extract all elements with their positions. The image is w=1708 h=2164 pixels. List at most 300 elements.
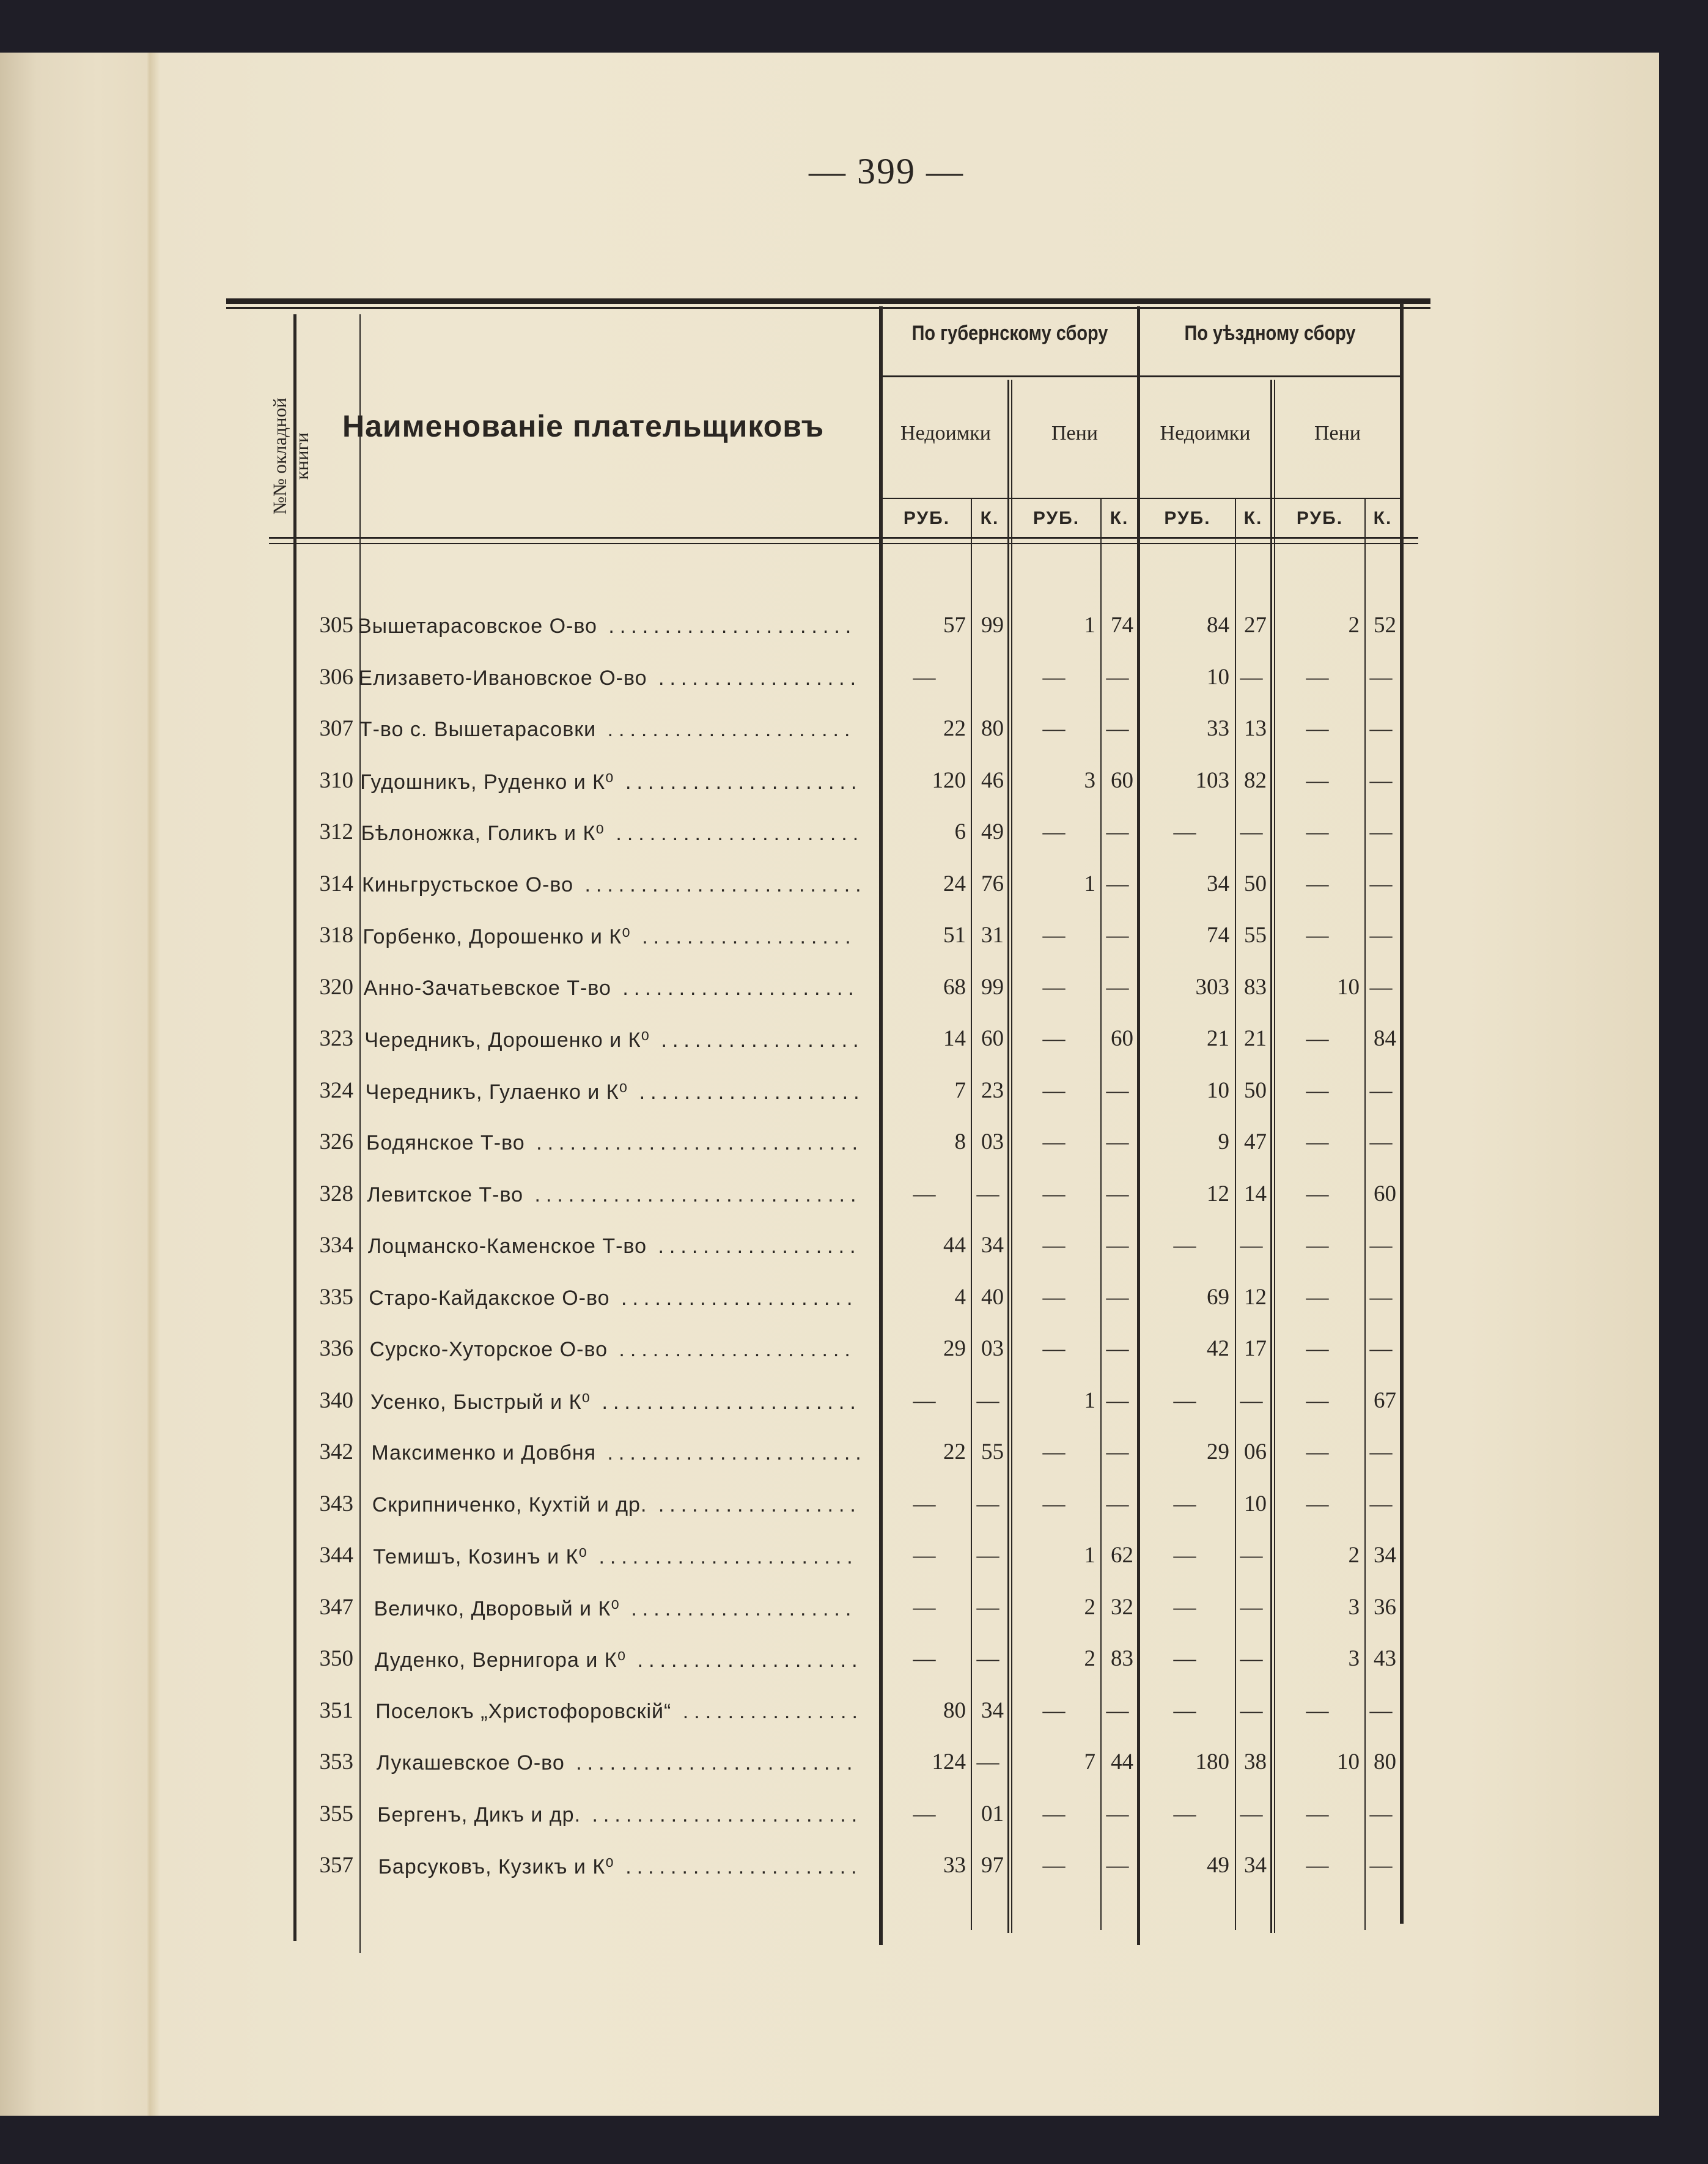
amount-cell: 7 [1084, 1749, 1095, 1774]
amount-cell: — [1306, 1491, 1329, 1516]
amount-cell: 57 [943, 613, 966, 638]
amount-cell: 36 [1374, 1594, 1396, 1620]
amount-cell: — [1106, 664, 1129, 690]
amount-cell: — [1173, 1646, 1196, 1671]
amount-cell: — [1106, 1801, 1129, 1826]
leader-dots: ..................... [611, 976, 860, 1000]
amount-cell: — [1369, 1491, 1393, 1516]
amount-cell: — [1306, 1801, 1329, 1826]
amount-cell: 10 [1337, 1749, 1360, 1774]
table-row [257, 1232, 1418, 1284]
amount-cell: — [1369, 923, 1393, 948]
table-row [257, 974, 1418, 1026]
row-number: 307 [319, 716, 353, 741]
amount-cell: 10 [1337, 974, 1360, 1000]
payer-name [377, 1803, 863, 1827]
payer-name-text: Сурско-Хуторское О-во [369, 1338, 608, 1361]
payer-name [372, 1493, 861, 1517]
amount-cell: — [913, 1801, 936, 1826]
amount-cell: — [1042, 974, 1066, 1000]
payer-name-text: Старо-Кайдакское О-во [369, 1286, 610, 1310]
amount-cell: 303 [1195, 974, 1229, 1000]
row-number: 320 [319, 974, 353, 1000]
row-number: 326 [319, 1129, 353, 1154]
row-number: 323 [319, 1026, 353, 1051]
amount-cell: 29 [943, 1336, 966, 1361]
amount-cell: 50 [1244, 871, 1267, 896]
amount-cell: — [1106, 819, 1129, 844]
amount-cell: 43 [1374, 1646, 1396, 1671]
amount-cell: 01 [981, 1801, 1004, 1826]
amount-cell: — [1306, 1387, 1329, 1413]
amount-cell: 38 [1244, 1749, 1267, 1774]
amount-cell: — [1106, 1697, 1129, 1723]
amount-cell: 03 [981, 1336, 1004, 1361]
amount-cell: 8 [954, 1129, 966, 1154]
amount-cell: — [1042, 1181, 1066, 1206]
leader-dots: ..................... [614, 770, 863, 794]
amount-cell: — [1306, 1129, 1329, 1154]
uezd-peni-kop-header: К. [1373, 508, 1393, 528]
payer-name [360, 770, 862, 794]
amount-cell: 99 [981, 613, 1004, 638]
amount-cell: — [1240, 819, 1263, 844]
amount-cell: 55 [981, 1439, 1004, 1464]
amount-cell: 27 [1244, 613, 1267, 638]
header-rule [269, 537, 1418, 539]
payer-name-text: Гудошникъ, Руденко и К⁰ [360, 770, 614, 794]
payer-name [377, 1751, 858, 1775]
amount-cell: 34 [1244, 1853, 1267, 1878]
amount-cell: 42 [1207, 1336, 1229, 1361]
amount-cell: — [1173, 1491, 1196, 1516]
amount-cell: 51 [943, 923, 966, 948]
amount-cell: — [1369, 1853, 1393, 1878]
amount-cell: — [913, 1491, 936, 1516]
table-row [257, 1542, 1418, 1594]
amount-cell: — [1369, 767, 1393, 793]
leader-dots: ......................... [573, 873, 867, 896]
payer-name [373, 1545, 858, 1569]
amount-cell: — [913, 1387, 936, 1413]
amount-cell: 84 [1374, 1026, 1396, 1051]
amount-cell: 40 [981, 1284, 1004, 1310]
amount-cell: 52 [1374, 613, 1396, 638]
amount-cell: — [1042, 1491, 1066, 1516]
payer-name [374, 1597, 857, 1621]
amount-cell: — [1042, 1284, 1066, 1310]
payer-name-text: Величко, Дворовый и К⁰ [374, 1597, 620, 1620]
amount-cell: — [1369, 819, 1393, 844]
amount-cell: — [1240, 1233, 1263, 1258]
top-rule [226, 298, 1430, 304]
amount-cell: — [1173, 1233, 1196, 1258]
amount-cell: 13 [1244, 716, 1267, 741]
row-number: 334 [319, 1233, 353, 1258]
amount-cell: — [1042, 1336, 1066, 1361]
amount-cell: 3 [1348, 1594, 1360, 1620]
payer-name-text: Горбенко, Дорошенко и К⁰ [363, 925, 631, 948]
amount-cell: 49 [1207, 1853, 1229, 1878]
amount-cell: — [1306, 716, 1329, 741]
row-number: 342 [319, 1439, 353, 1464]
amount-cell: — [1369, 1439, 1393, 1464]
amount-cell: — [1306, 1077, 1329, 1103]
amount-cell: 99 [981, 974, 1004, 1000]
amount-cell: 82 [1244, 767, 1267, 793]
payer-name [375, 1648, 863, 1672]
leader-dots: ...................... [596, 718, 856, 741]
amount-cell: 84 [1207, 613, 1229, 638]
amount-cell: 31 [981, 923, 1004, 948]
amount-cell: 76 [981, 871, 1004, 896]
amount-cell: — [1042, 1801, 1066, 1826]
payer-name-text: Чередникъ, Дорошенко и К⁰ [364, 1028, 650, 1052]
leader-dots: ............................. [523, 1183, 862, 1206]
payer-name-text: Лоцманско-Каменское Т-во [367, 1235, 647, 1258]
amount-cell: — [1173, 1594, 1196, 1620]
amount-cell: — [1306, 871, 1329, 896]
gub-nedoimki-header: Недоимки [900, 422, 991, 445]
amount-cell: — [913, 1594, 936, 1620]
payer-name [369, 1287, 858, 1310]
table-row [257, 1439, 1418, 1491]
table-row [257, 1645, 1418, 1697]
amount-cell: — [1369, 1336, 1393, 1361]
leader-dots: ....................... [587, 1545, 858, 1568]
amount-cell: — [1042, 1233, 1066, 1258]
amount-cell: 80 [943, 1697, 966, 1723]
amount-cell: 124 [932, 1749, 966, 1774]
leader-dots: ........................ [581, 1803, 863, 1826]
amount-cell: 83 [1111, 1646, 1133, 1671]
leader-dots: .................. [647, 1493, 861, 1516]
amount-cell: — [1106, 1181, 1129, 1206]
payer-name [371, 1441, 866, 1465]
amount-cell: 1 [1084, 1387, 1095, 1413]
amount-cell: 10 [1244, 1491, 1267, 1516]
ledger-table [257, 230, 1449, 1942]
amount-cell: 2 [1084, 1646, 1095, 1671]
amount-cell: — [1306, 664, 1329, 690]
amount-cell: — [1306, 923, 1329, 948]
amount-cell: — [1240, 1801, 1263, 1826]
row-number: 336 [319, 1336, 353, 1361]
amount-cell: — [1369, 1284, 1393, 1310]
amount-cell: 06 [1244, 1439, 1267, 1464]
payer-name-text: Поселокъ „Христофоровскій“ [375, 1699, 672, 1723]
payer-name-text: Дуденко, Вернигора и К⁰ [375, 1649, 627, 1672]
table-row [257, 1284, 1418, 1336]
amount-cell: 69 [1207, 1284, 1229, 1310]
amount-cell: 60 [1111, 767, 1133, 793]
amount-cell: 49 [981, 819, 1004, 844]
amount-cell: — [1369, 871, 1393, 896]
table-row [257, 1801, 1418, 1853]
uezd-ned-rub-header: РУБ. [1164, 508, 1211, 528]
amount-cell: 2 [1084, 1594, 1095, 1620]
leader-dots: .................. [647, 666, 862, 690]
uezd-nedoimki-header: Недоимки [1160, 422, 1251, 445]
leader-dots: ..................... [609, 1286, 858, 1310]
amount-cell: 17 [1244, 1336, 1267, 1361]
amount-cell: — [1106, 1077, 1129, 1103]
amount-cell: 03 [981, 1129, 1004, 1154]
row-number: 347 [319, 1594, 353, 1620]
amount-cell: — [1173, 1801, 1196, 1826]
gub-peni-kop-header: К. [1110, 508, 1129, 528]
amount-cell: — [1042, 1853, 1066, 1878]
table-row [257, 922, 1418, 974]
amount-cell: — [1369, 1077, 1393, 1103]
row-number: 343 [319, 1491, 353, 1516]
amount-cell: — [1106, 716, 1129, 741]
amount-cell: — [1306, 1026, 1329, 1051]
table-row [257, 664, 1418, 716]
amount-cell: 83 [1244, 974, 1267, 1000]
amount-cell: — [1369, 1801, 1393, 1826]
row-number: 305 [319, 613, 353, 638]
amount-cell: 34 [981, 1233, 1004, 1258]
gub-group-rule [880, 375, 1143, 377]
row-number: 318 [319, 923, 353, 948]
book-page [0, 53, 1659, 2116]
amount-cell: — [1106, 1233, 1129, 1258]
amount-cell: 46 [981, 767, 1004, 793]
payer-name-text: Бергенъ, Дикъ и др. [377, 1803, 581, 1826]
leader-dots: ......................... [564, 1751, 858, 1774]
page-number: — 399 — [809, 151, 964, 191]
payer-name-text: Чередникъ, Гулаенко и К⁰ [365, 1080, 628, 1104]
leader-dots: ...................... [604, 822, 864, 845]
table-row [257, 1852, 1418, 1904]
leader-dots: .................... [626, 1649, 863, 1672]
unit-rule [880, 498, 1400, 499]
amount-cell: 33 [943, 1853, 966, 1878]
table-row [257, 1129, 1418, 1181]
amount-cell: — [1173, 1543, 1196, 1568]
amount-cell: — [1042, 1697, 1066, 1723]
amount-cell: 97 [981, 1853, 1004, 1878]
amount-cell: — [1042, 819, 1066, 844]
row-number: 357 [319, 1853, 353, 1878]
amount-cell: 21 [1207, 1026, 1229, 1051]
payer-name [358, 615, 856, 638]
amount-cell: 23 [981, 1077, 1004, 1103]
top-rule-thin [226, 307, 1430, 309]
amount-cell: 12 [1244, 1284, 1267, 1310]
payer-name-text: Барсуковъ, Кузикъ и К⁰ [378, 1855, 614, 1878]
amount-cell: — [1042, 1439, 1066, 1464]
gub-ned-rub-header: РУБ. [903, 508, 951, 528]
amount-cell: — [976, 1749, 999, 1774]
payer-name-text: Т-во с. Вышетарасовки [359, 718, 597, 741]
row-number: 324 [319, 1077, 353, 1103]
amount-cell: — [1106, 974, 1129, 1000]
payer-name-text: Левитское Т-во [367, 1183, 524, 1206]
amount-cell: — [1240, 1646, 1263, 1671]
uezd-peni-rub-header: РУБ. [1296, 508, 1344, 528]
table-row [257, 1491, 1418, 1543]
amount-cell: 67 [1374, 1387, 1396, 1413]
amount-cell: 60 [1111, 1026, 1133, 1051]
leader-dots: .................. [647, 1235, 861, 1258]
amount-cell: — [1106, 923, 1129, 948]
payer-name-text: Бодянское Т-во [366, 1131, 525, 1154]
amount-cell: — [1306, 1439, 1329, 1464]
table-row [257, 1387, 1418, 1439]
amount-cell: 1 [1084, 1543, 1095, 1568]
amount-cell: 12 [1207, 1181, 1229, 1206]
amount-cell: — [1106, 1439, 1129, 1464]
amount-cell: 14 [1244, 1181, 1267, 1206]
amount-cell: — [1306, 1853, 1329, 1878]
amount-cell: — [913, 1543, 936, 1568]
amount-cell: 24 [943, 871, 966, 896]
leader-dots: .................... [628, 1080, 865, 1104]
amount-cell: 22 [943, 716, 966, 741]
amount-cell: — [1042, 1129, 1066, 1154]
amount-cell: — [1106, 871, 1129, 896]
leader-dots: ................ [671, 1699, 863, 1723]
table-row [257, 1697, 1418, 1749]
payer-name [364, 1028, 864, 1052]
amount-cell: 60 [1374, 1181, 1396, 1206]
amount-cell: 47 [1244, 1129, 1267, 1154]
amount-cell: 68 [943, 974, 966, 1000]
amount-cell: — [1369, 664, 1393, 690]
row-number: 353 [319, 1749, 353, 1774]
row-number: 340 [319, 1387, 353, 1413]
amount-cell: — [913, 664, 936, 690]
amount-cell: 62 [1111, 1543, 1133, 1568]
amount-cell: 33 [1207, 716, 1229, 741]
gub-peni-header: Пени [1051, 422, 1099, 445]
row-number: 335 [319, 1284, 353, 1310]
table-row [257, 819, 1418, 871]
row-number: 355 [319, 1801, 353, 1826]
amount-cell: 10 [1207, 1077, 1229, 1103]
amount-cell: 80 [1374, 1749, 1396, 1774]
table-row [257, 1077, 1418, 1129]
row-number: 310 [319, 767, 353, 793]
row-number: 328 [319, 1181, 353, 1206]
amount-cell: — [976, 1646, 999, 1671]
amount-cell: 4 [954, 1284, 966, 1310]
amount-cell: — [1240, 1697, 1263, 1723]
amount-cell: 34 [1374, 1543, 1396, 1568]
amount-cell: — [1106, 1129, 1129, 1154]
row-number: 306 [319, 664, 353, 690]
leader-dots: ...................... [597, 615, 857, 638]
uezd-group-rule [1143, 375, 1400, 377]
payer-name [375, 1700, 863, 1724]
row-number: 350 [319, 1646, 353, 1671]
payer-name [370, 1338, 856, 1362]
amount-cell: — [976, 1387, 999, 1413]
amount-cell: 3 [1084, 767, 1095, 793]
amount-cell: 10 [1207, 664, 1229, 690]
amount-cell: — [1042, 1026, 1066, 1051]
table-row [257, 1594, 1418, 1646]
payer-name [364, 977, 860, 1000]
uezd-peni-header: Пени [1314, 422, 1361, 445]
amount-cell: — [1106, 1387, 1129, 1413]
index-column-header [269, 364, 313, 548]
amount-cell: 29 [1207, 1439, 1229, 1464]
payer-name-text: Темишъ, Козинъ и К⁰ [373, 1545, 588, 1568]
amount-cell: 1 [1084, 613, 1095, 638]
row-number: 344 [319, 1543, 353, 1568]
amount-cell: — [976, 1543, 999, 1568]
row-number: 312 [319, 819, 353, 844]
amount-cell: — [1042, 716, 1066, 741]
amount-cell: 3 [1348, 1646, 1360, 1671]
amount-cell: — [1106, 1491, 1129, 1516]
amount-cell: — [1042, 1077, 1066, 1103]
amount-cell: 74 [1207, 923, 1229, 948]
uezd-group-header: По уѣздному сбору [1184, 322, 1356, 345]
payer-name-text: Киньгрустьское О-во [362, 873, 574, 896]
amount-cell: 120 [932, 767, 966, 793]
amount-cell: 55 [1244, 923, 1267, 948]
uezd-ned-kop-header: К. [1243, 508, 1263, 528]
row-number: 314 [319, 871, 353, 896]
gub-group-header: По губернскому сбору [911, 322, 1108, 345]
row-number: 351 [319, 1697, 353, 1723]
amount-cell: — [1306, 1181, 1329, 1206]
amount-cell: 2 [1348, 1543, 1360, 1568]
payer-name [362, 873, 867, 897]
amount-cell: — [976, 1594, 999, 1620]
amount-cell: — [1240, 1387, 1263, 1413]
payer-name [368, 1235, 861, 1258]
amount-cell: — [1306, 1233, 1329, 1258]
amount-cell: 32 [1111, 1594, 1133, 1620]
payer-name-text: Лукашевское О-во [376, 1751, 565, 1774]
header-rule-thin [269, 543, 1418, 544]
amount-cell: 80 [981, 716, 1004, 741]
payer-name [367, 1183, 861, 1207]
amount-cell: — [1173, 1387, 1196, 1413]
amount-cell: 9 [1218, 1129, 1229, 1154]
payer-name-text: Елизавето-Ивановское О-во [358, 666, 647, 690]
amount-cell: 34 [981, 1697, 1004, 1723]
amount-cell: — [1369, 1129, 1393, 1154]
amount-cell: — [913, 1646, 936, 1671]
amount-cell: — [1306, 1336, 1329, 1361]
amount-cell: — [913, 1181, 936, 1206]
leader-dots: .................. [650, 1028, 864, 1052]
amount-cell: 180 [1195, 1749, 1229, 1774]
amount-cell: — [1042, 923, 1066, 948]
amount-cell: — [1240, 664, 1263, 690]
amount-cell: — [1306, 767, 1329, 793]
name-column-header: Наименованіе плательщиковъ [342, 409, 825, 443]
table-row [257, 715, 1418, 767]
amount-cell: 2 [1348, 613, 1360, 638]
payer-name [358, 667, 861, 690]
amount-cell: — [1106, 1853, 1129, 1878]
amount-cell: 7 [954, 1077, 966, 1103]
amount-cell: 1 [1084, 871, 1095, 896]
leader-dots: ............................. [525, 1131, 864, 1154]
table-row [257, 767, 1418, 819]
payer-name [366, 1080, 865, 1104]
leader-dots: ....................... [596, 1441, 867, 1464]
amount-cell: 6 [954, 819, 966, 844]
amount-cell: — [1173, 819, 1196, 844]
